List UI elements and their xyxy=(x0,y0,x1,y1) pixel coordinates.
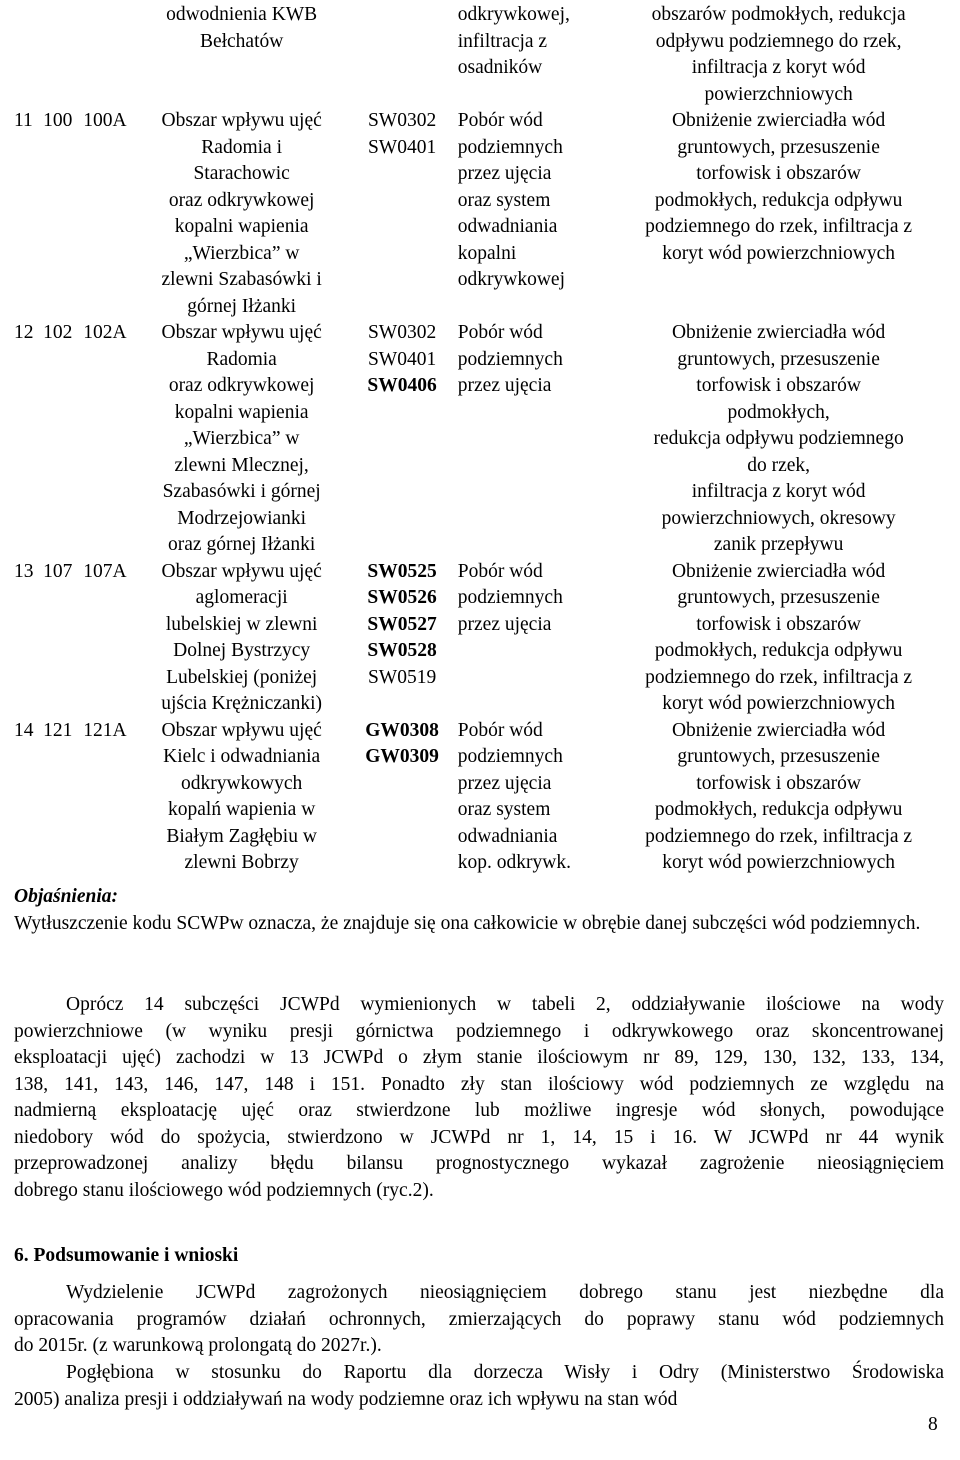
row-number: 13 xyxy=(14,560,34,582)
cell-line: kopalni wapienia xyxy=(174,216,309,237)
paragraph-line: Wydzielenie JCWPd zagrożonych nieosiągnięciem dobrego stanu jest niezbędne dla xyxy=(66,1282,944,1303)
cell-line: zanik przepływu xyxy=(713,534,844,555)
cell-line: GW0309 xyxy=(365,746,439,767)
cell-line: lubelskiej w zlewni xyxy=(165,613,318,635)
cell-line: koryt wód powierzchniowych xyxy=(662,242,896,264)
table-row xyxy=(8,2,953,108)
cell-line: powierzchniowych, okresowy xyxy=(661,507,896,529)
table-row xyxy=(8,559,953,718)
paragraph-line: powierzchniowe (w wyniku presji górnictwa podziemnego i odkrywkowego oraz skoncentrowanej xyxy=(14,1020,944,1042)
row-number: 14 xyxy=(14,719,34,741)
cell-line: przez ujęcia xyxy=(457,163,552,184)
effect-cell xyxy=(604,320,953,559)
subpart-code: 100A xyxy=(83,110,127,131)
cell-line: odkrywkowej, xyxy=(457,4,570,25)
effect-cell xyxy=(604,108,953,320)
scwp-codes-cell xyxy=(346,108,457,320)
cell-line: oraz górnej Iłżanki xyxy=(168,534,316,555)
cell-line: zlewni Bobrzy xyxy=(184,852,299,873)
cell-line: infiltracja z koryt wód xyxy=(691,481,866,502)
cell-line: Białym Zagłębiu w xyxy=(166,825,317,847)
scwp-codes-cell xyxy=(346,718,457,877)
cell-line: podmokłych, redukcja odpływu xyxy=(654,799,903,820)
jcwpd-code: 107 xyxy=(43,560,73,582)
cell-line: zlewni Mlecznej, xyxy=(174,454,309,476)
jcwpd-code xyxy=(43,2,83,108)
page-number: 8 xyxy=(928,1414,938,1435)
paragraph-line: opracowania programów działań ochronnych, zmierzających do poprawy stanu wód podziemnych xyxy=(14,1308,944,1330)
cell-line: podziemnego do rzek, infiltracja z xyxy=(645,666,913,688)
cell-line: Obniżenie zwierciadła wód xyxy=(671,719,886,741)
cell-line: infiltracja z koryt wód xyxy=(691,57,866,78)
subpart-code: 102A xyxy=(83,322,127,343)
cell-line: koryt wód powierzchniowych xyxy=(662,852,896,873)
region-cell xyxy=(137,108,346,320)
cell-line: oraz system xyxy=(457,799,551,820)
cell-line: infiltracja z xyxy=(457,30,548,52)
cell-line: redukcja odpływu podziemnego xyxy=(653,428,904,449)
region-cell xyxy=(137,718,346,877)
cell-line: podziemnych xyxy=(457,136,563,158)
paragraph-line: dobrego stanu ilościowego wód podziemnych (ryc.2). xyxy=(14,1179,434,1201)
cell-line: odkrywkowej xyxy=(457,269,565,290)
cell-line: Obniżenie zwierciadła wód xyxy=(671,560,886,582)
cell-line: Lubelskiej (poniżej xyxy=(166,666,318,688)
pressure-table xyxy=(8,2,953,877)
paragraph-line: Pogłębiona w stosunku do Raportu dla dorzecza Wisły i Odry (Ministerstwo Środowiska xyxy=(66,1362,944,1383)
paragraph-line: do 2015r. (z warunkową prolongatą do 2027r.). xyxy=(14,1335,382,1356)
cell-line: przez ujęcia xyxy=(457,772,552,794)
cell-line: podziemnego do rzek, infiltracja z xyxy=(645,825,913,847)
cell-line: odwadniania xyxy=(457,216,558,237)
cell-line: SW0528 xyxy=(367,640,437,661)
paragraph-pressures xyxy=(14,992,944,1204)
cell-line: GW0308 xyxy=(365,719,439,741)
cell-line: SW0406 xyxy=(367,375,437,396)
cell-line: oraz system xyxy=(457,189,551,211)
cell-line: Starachowic xyxy=(193,163,290,184)
cell-line: Pobór wód xyxy=(457,110,543,131)
paragraph-line: przeprowadzonej analizy błędu bilansu prognostycznego wykazał zagrożenie nieosiągnięciem xyxy=(14,1153,944,1174)
effect-cell xyxy=(604,718,953,877)
paragraph-line: Oprócz 14 subczęści JCWPd wymienionych w tabeli 2, oddziaływanie ilościowe na wody xyxy=(66,994,944,1015)
cell-line: gruntowych, przesuszenie xyxy=(677,746,880,767)
cell-line: gruntowych, przesuszenie xyxy=(677,587,880,608)
cell-line: Obszar wpływu ujęć xyxy=(161,110,322,131)
cell-line: SW0302 xyxy=(367,322,437,343)
pressure-cell xyxy=(458,718,604,877)
pressure-cell xyxy=(458,108,604,320)
cell-line: SW0401 xyxy=(367,136,437,158)
cell-line: przez ujęcia xyxy=(457,375,552,396)
paragraph-line: 138, 141, 143, 146, 147, 148 i 151. Ponadto zły stan ilościowy wód podziemnych ze względu na xyxy=(14,1073,944,1095)
region-cell xyxy=(137,320,346,559)
cell-line: podziemnego do rzek, infiltracja z xyxy=(645,216,913,237)
paragraph-analysis xyxy=(14,1360,944,1413)
subpart-code: 121A xyxy=(83,719,127,741)
cell-line: Pobór wód xyxy=(457,560,543,582)
cell-line: Radomia xyxy=(206,348,277,370)
cell-line: kopalni xyxy=(457,242,517,264)
cell-line: SW0525 xyxy=(367,560,437,582)
explanation-title: Objaśnienia: xyxy=(14,886,119,907)
cell-line: podmokłych, redukcja odpływu xyxy=(654,189,903,211)
cell-line: Obszar wpływu ujęć xyxy=(161,322,322,343)
cell-line: SW0401 xyxy=(367,348,437,370)
cell-line: gruntowych, przesuszenie xyxy=(677,348,880,370)
subpart-code xyxy=(83,2,137,108)
cell-line: torfowisk i obszarów xyxy=(696,163,861,184)
cell-line: podziemnych xyxy=(457,746,563,767)
row-number: 11 xyxy=(14,110,33,131)
cell-line: Obszar wpływu ujęć xyxy=(161,560,322,582)
cell-line: powierzchniowych xyxy=(704,83,853,105)
cell-line: kopalni wapienia xyxy=(174,401,309,423)
cell-line: Pobór wód xyxy=(457,322,543,343)
cell-line: Modrzejowianki xyxy=(177,507,307,529)
table-row xyxy=(8,108,953,320)
pressure-cell xyxy=(458,320,604,559)
cell-line: Kielc i odwadniania xyxy=(163,746,321,767)
cell-line: oraz odkrywkowej xyxy=(168,189,315,211)
cell-line: odpływu podziemnego do rzek, xyxy=(655,30,902,52)
subpart-code: 107A xyxy=(83,560,127,582)
paragraph-line: nadmierną eksploatację ujęć oraz stwierdzone lub możliwe ingresje wód słonych, powodujące xyxy=(14,1100,944,1121)
paragraph-line: niedobory wód do spożycia, stwierdzono w JCWPd nr 1, 14, 15 i 16. W JCWPd nr 44 wynik xyxy=(14,1126,944,1148)
cell-line: zlewni Szabasówki i xyxy=(161,269,322,290)
cell-line: gruntowych, przesuszenie xyxy=(677,136,880,158)
jcwpd-code: 102 xyxy=(43,322,73,343)
cell-line: oraz odkrywkowej xyxy=(168,375,315,396)
paragraph-line: 2005) analiza presji i oddziaływań na wody podziemne oraz ich wpływu na stan wód xyxy=(14,1388,678,1410)
cell-line: Obniżenie zwierciadła wód xyxy=(671,110,886,131)
pressure-cell xyxy=(458,2,604,108)
cell-line: Bełchatów xyxy=(199,30,284,52)
section-heading: 6. Podsumowanie i wnioski xyxy=(14,1245,239,1266)
cell-line: osadników xyxy=(457,57,543,78)
cell-line: podmokłych, redukcja odpływu xyxy=(654,640,903,661)
cell-line: SW0519 xyxy=(367,666,437,688)
cell-line: obszarów podmokłych, redukcja xyxy=(651,4,906,25)
cell-line: Pobór wód xyxy=(457,719,543,741)
cell-line: ujścia Krężniczanki) xyxy=(161,693,323,714)
cell-line: podziemnych xyxy=(457,587,563,608)
cell-line: torfowisk i obszarów xyxy=(696,375,861,396)
cell-line: podmokłych, xyxy=(727,401,830,423)
effect-cell xyxy=(604,2,953,108)
cell-line: koryt wód powierzchniowych xyxy=(662,693,896,714)
cell-line: „Wierzbica” w xyxy=(183,428,300,449)
scwp-codes-cell xyxy=(346,320,457,559)
jcwpd-code: 100 xyxy=(43,110,73,131)
cell-line: odwodnienia KWB xyxy=(166,4,318,25)
cell-line: kop. odkrywk. xyxy=(457,852,571,873)
cell-line: do rzek, xyxy=(747,454,811,476)
cell-line: aglomeracji xyxy=(195,587,288,608)
cell-line: torfowisk i obszarów xyxy=(696,772,861,794)
cell-line: Radomia i xyxy=(201,136,282,158)
cell-line: „Wierzbica” w xyxy=(183,242,300,264)
cell-line: Obszar wpływu ujęć xyxy=(161,719,322,741)
region-cell xyxy=(137,2,346,108)
cell-line: podziemnych xyxy=(457,348,563,370)
cell-line: odkrywkowych xyxy=(180,772,303,794)
cell-line: kopalń wapienia w xyxy=(168,799,316,820)
explanation-text: Wytłuszczenie kodu SCWPw oznacza, że znajduje się ona całkowicie w obrębie danej subczęści wód podziemnych. xyxy=(14,913,921,934)
cell-line: Szabasówki i górnej xyxy=(162,481,321,502)
cell-line: SW0526 xyxy=(367,587,437,608)
effect-cell xyxy=(604,559,953,718)
pressure-cell xyxy=(458,559,604,718)
row-number xyxy=(8,2,43,108)
paragraph-summary xyxy=(14,1280,944,1360)
cell-line: SW0527 xyxy=(367,613,437,635)
scwp-codes-cell xyxy=(346,559,457,718)
cell-line: przez ujęcia xyxy=(457,613,552,635)
cell-line: Dolnej Bystrzycy xyxy=(173,640,311,661)
paragraph-line: eksploatacji ujęć) zachodzi w 13 JCWPd o złym stanie ilościowym nr 89, 129, 130, 132, 133, 134, xyxy=(14,1047,944,1068)
table-row xyxy=(8,320,953,559)
cell-line: torfowisk i obszarów xyxy=(696,613,861,635)
table-row xyxy=(8,718,953,877)
region-cell xyxy=(137,559,346,718)
cell-line: odwadniania xyxy=(457,825,558,847)
row-number: 12 xyxy=(14,322,34,343)
cell-line: SW0302 xyxy=(367,110,437,131)
jcwpd-code: 121 xyxy=(43,719,73,741)
cell-line: górnej Iłżanki xyxy=(187,295,297,317)
scwp-codes-cell xyxy=(346,2,457,108)
cell-line: Obniżenie zwierciadła wód xyxy=(671,322,886,343)
